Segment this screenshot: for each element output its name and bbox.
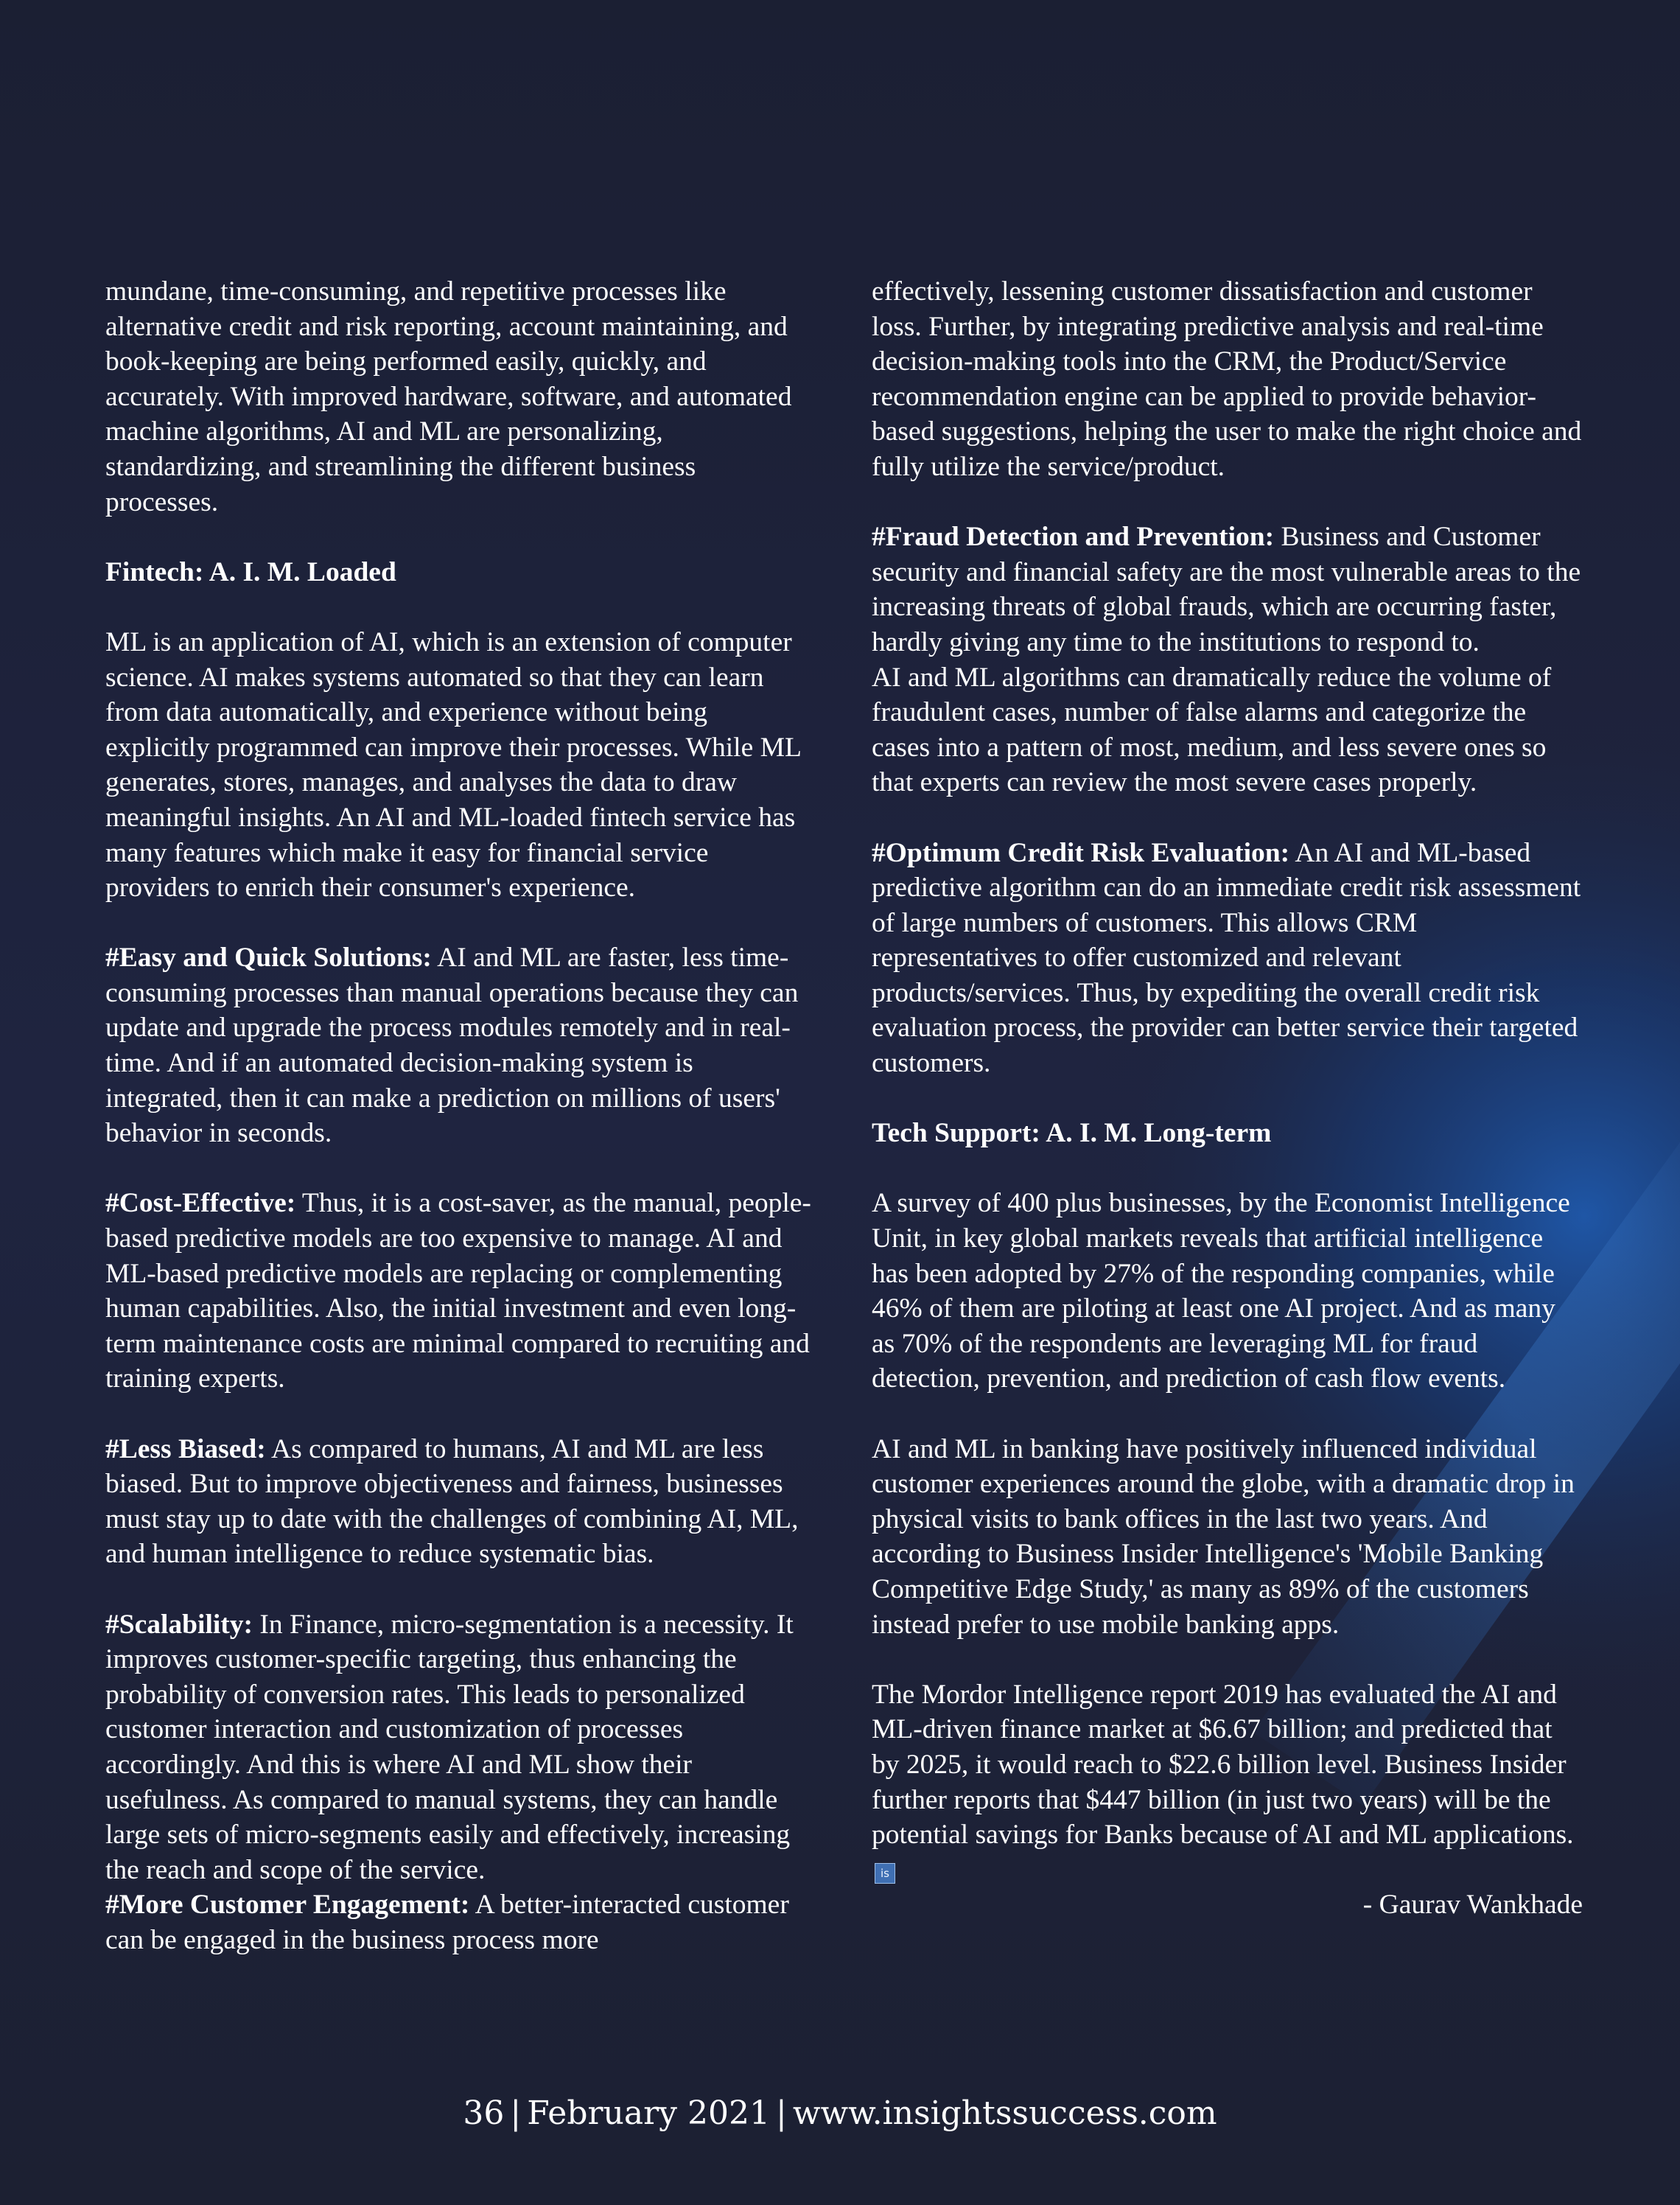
inline-heading: #Easy and Quick Solutions: xyxy=(105,943,432,974)
inline-heading: #More Customer Engagement: xyxy=(105,1890,470,1921)
body-paragraph: ML is an application of AI, which is an extension of computer science. AI makes systems automated so that they can learn from data automatically, and experience without being explicitly programmed can improve their processes. While ML generates, stores, manages, and analyses the data to draw meaningful insights. An AI and ML-loaded fintech service has many features which make it easy for financial service providers to enrich their consumer's experience. xyxy=(105,626,801,904)
page-footer xyxy=(0,2094,1680,2132)
inline-heading: #Fraud Detection and Prevention: xyxy=(872,522,1275,553)
body-paragraph: effectively, lessening customer dissatisfaction and customer loss. Further, by integrating predictive analysis and real-time decision-making tools into the CRM, the Product/Service recommendation engine can be applied to provide behavior-based suggestions, helping the user to make the right choice and fully utilize the service/product. xyxy=(872,276,1582,482)
body-paragraph: The Mordor Intelligence report 2019 has evaluated the AI and ML-driven finance market at $6.67 billion; and predicted that by 2025, it would reach to $22.6 billion level. Business Insider further reports that $447 billion (in just two years) will be the potential savings for Banks because of AI and ML applications.is xyxy=(872,1677,1583,1888)
section-heading: Fintech: A. I. M. Loaded xyxy=(105,556,396,587)
left-column xyxy=(105,274,813,1993)
body-paragraph: #Optimum Credit Risk Evaluation: An AI and ML-based predictive algorithm can do an immediate credit risk assessment of large numbers of customers. This allows CRM representatives to offer customized and relevant products/services. Thus, by expediting the overall credit risk evaluation process, the provider can better service their targeted customers. xyxy=(872,837,1581,1079)
section-heading: Tech Support: A. I. M. Long-term xyxy=(872,1118,1272,1149)
body-paragraph: mundane, time-consuming, and repetitive processes like alternative credit and risk reporting, account maintaining, and book-keeping are being performed easily, quickly, and accurately. With improved hardware, software, and automated machine algorithms, AI and ML are personalizing, standardizing, and streamlining the different business processes. xyxy=(105,276,792,517)
body-paragraph: AI and ML algorithms can dramatically reduce the volume of fraudulent cases, number of false alarms and categorize the cases into a pattern of most, medium, and less severe ones so that experts can review the most severe cases properly. xyxy=(872,662,1552,798)
footer-separator: | xyxy=(775,2094,787,2132)
inline-heading: #Less Biased: xyxy=(105,1433,266,1464)
body-paragraph: #More Customer Engagement: A better-interacted customer can be engaged in the business process more xyxy=(105,1890,789,1955)
inline-heading: #Cost-Effective: xyxy=(105,1188,296,1219)
is-logo-icon: is xyxy=(875,1863,895,1884)
inline-heading: #Optimum Credit Risk Evaluation: xyxy=(872,837,1290,868)
body-paragraph: #Easy and Quick Solutions: AI and ML are faster, less time-consuming processes than manual operations because they can update and upgrade the process modules remotely and in real-time. And if an automated decision-making system is integrated, then it can make a prediction on millions of users' behavior in seconds. xyxy=(105,943,799,1149)
body-paragraph: #Cost-Effective: Thus, it is a cost-saver, as the manual, people-based predictive models are too expensive to manage. AI and ML-based predictive models are replacing or complementing human capabilities. Also, the initial investment and even long-term maintenance costs are minimal compared to recruiting and training experts. xyxy=(105,1188,811,1394)
author-signature: - Gaurav Wankhade xyxy=(1362,1890,1583,1921)
body-paragraph: #Fraud Detection and Prevention: Business and Customer security and financial safety are the most vulnerable areas to the increasing threats of global frauds, which are occurring faster, hardly giving any time to the institutions to respond to. xyxy=(872,522,1581,657)
right-column xyxy=(872,274,1583,1958)
body-paragraph: #Less Biased: As compared to humans, AI and ML are less biased. But to improve objectiveness and fairness, businesses must stay up to date with the challenges of combining AI, ML, and human intelligence to reduce systematic bias. xyxy=(105,1433,799,1570)
body-paragraph: A survey of 400 plus businesses, by the Economist Intelligence Unit, in key global markets reveals that artificial intelligence has been adopted by 27% of the responding companies, while 46% of them are piloting at least one AI project. And as many as 70% of the respondents are leveraging ML for fraud detection, prevention, and prediction of cash flow events. xyxy=(872,1188,1570,1394)
page-number: 36 xyxy=(463,2094,505,2132)
body-paragraph: #Scalability: In Finance, micro-segmentation is a necessity. It improves customer-specific targeting, thus enhancing the probability of conversion rates. This leads to personalized customer interaction and customization of processes accordingly. And this is where AI and ML show their usefulness. As compared to manual systems, they can handle large sets of micro-segments easily and effectively, increasing the reach and scope of the service. xyxy=(105,1609,794,1885)
footer-separator: | xyxy=(510,2094,522,2132)
website-link[interactable]: www.insightssuccess.com xyxy=(792,2094,1217,2132)
issue-date: February 2021 xyxy=(527,2094,770,2132)
body-paragraph: AI and ML in banking have positively influenced individual customer experiences around the globe, with a dramatic drop in physical visits to bank offices in the last two years. And according to Business Insider Intelligence's 'Mobile Banking Competitive Edge Study,' as many as 89% of the customers instead prefer to use mobile banking apps. xyxy=(872,1433,1575,1640)
inline-heading: #Scalability: xyxy=(105,1609,253,1640)
